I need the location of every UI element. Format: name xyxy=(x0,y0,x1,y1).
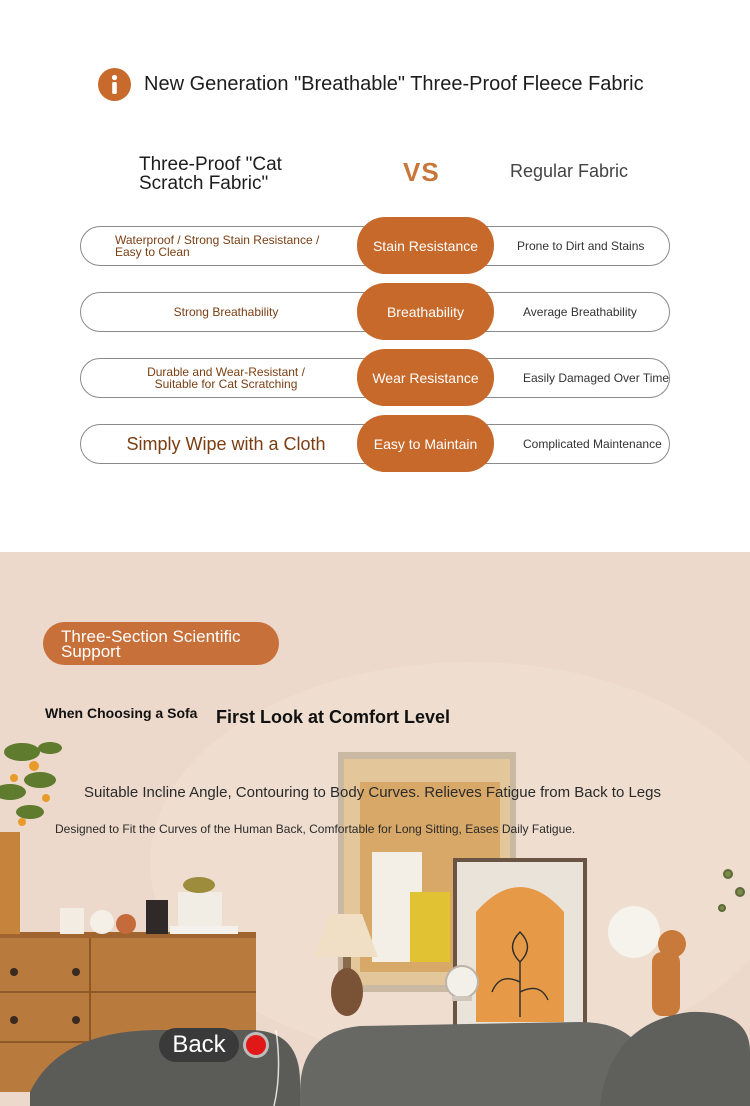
row-right-text: Average Breathability xyxy=(523,305,637,319)
row-left-text: Strong Breathability xyxy=(173,305,279,319)
row-feature-pill: Wear Resistance xyxy=(357,349,494,406)
row-left-text: Waterproof / Strong Stain Resistance / Easy to Clean xyxy=(115,233,320,259)
row-left-text: Durable and Wear-Resistant / Suitable for Cat Scratching xyxy=(147,365,305,391)
row-feature-pill: Easy to Maintain xyxy=(357,415,494,472)
row-left-text: Simply Wipe with a Cloth xyxy=(126,433,326,454)
row-feature-pill: Stain Resistance xyxy=(357,217,494,274)
left-column-title: Three-Proof "Cat Scratch Fabric" xyxy=(139,154,282,194)
row-right-text: Complicated Maintenance xyxy=(523,437,662,451)
support-subdescription: Designed to Fit the Curves of the Human Back, Comfortable for Long Sitting, Eases Daily Fatigue. xyxy=(55,822,576,836)
back-label: Back xyxy=(159,1028,239,1062)
support-section xyxy=(0,552,750,1106)
section-title: New Generation "Breathable" Three-Proof Fleece Fabric xyxy=(144,73,644,95)
row-right-text: Easily Damaged Over Time xyxy=(523,371,670,385)
info-icon xyxy=(98,68,131,101)
fabric-comparison-section xyxy=(0,0,750,552)
support-tag: Three-Section Scientific Support xyxy=(43,622,279,665)
back-marker-dot xyxy=(246,1035,266,1055)
support-description: Suitable Incline Angle, Contouring to Body Curves. Relieves Fatigue from Back to Legs xyxy=(84,784,661,801)
vs-label: VS xyxy=(403,157,440,187)
row-feature-pill: Breathability xyxy=(357,283,494,340)
right-column-title: Regular Fabric xyxy=(510,161,629,181)
support-headline: First Look at Comfort Level xyxy=(216,707,451,727)
lead-text: When Choosing a Sofa xyxy=(45,705,198,721)
row-right-text: Prone to Dirt and Stains xyxy=(517,239,645,253)
